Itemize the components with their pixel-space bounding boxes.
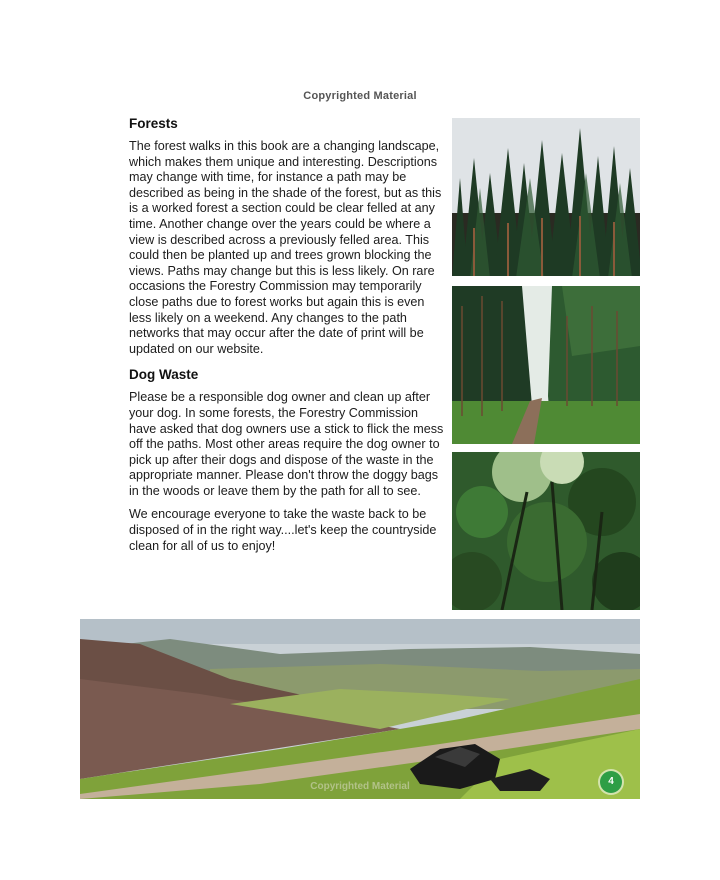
forests-paragraph: The forest walks in this book are a changing landscape, which makes them unique and interesting. Descriptions may change with time, for instance a path may be described as being in the shade of the forest, but as this is a worked forest a section could be clear felled at any time. Another change over the years could be where a view is described across a previously felled area. This could then be planted up and trees grown blocking the views. Paths may change but this is less likely. On rare occasions the Forestry Commission may temporarily close paths due to forest works but again this is even less likely on a weekend. Any changes to the path networks that may occur after the date of print will be updated on our website. <box>129 139 442 356</box>
forest-canopy-photo <box>452 452 640 610</box>
watermark-text: Copyrighted Material <box>310 781 410 792</box>
conifer-trees-photo <box>452 118 640 276</box>
dog-waste-heading: Dog Waste <box>129 367 199 383</box>
dog-waste-paragraph-2: We encourage everyone to take the waste back to be disposed of in the right way....let's keep the countryside clean for all of us to enjoy! <box>129 507 437 553</box>
page-number-badge: 4 <box>600 771 622 793</box>
hillside-landscape-photo <box>80 619 640 799</box>
text-column <box>129 116 445 562</box>
forests-heading: Forests <box>129 116 178 131</box>
dog-waste-paragraph-1: Please be a responsible dog owner and clean up after your dog. In some forests, the Forestry Commission have asked that dog owners use a stick to flick the mess off the paths. Most other areas require the dog owner to pick up after their dogs and dispose of the waste in the appropriate manner. Please don't throw the doggy bags in the woods or leave them by the path for all to see. <box>129 390 444 498</box>
forest-path-photo <box>452 286 640 444</box>
copyright-header: Copyrighted Material <box>303 90 417 102</box>
